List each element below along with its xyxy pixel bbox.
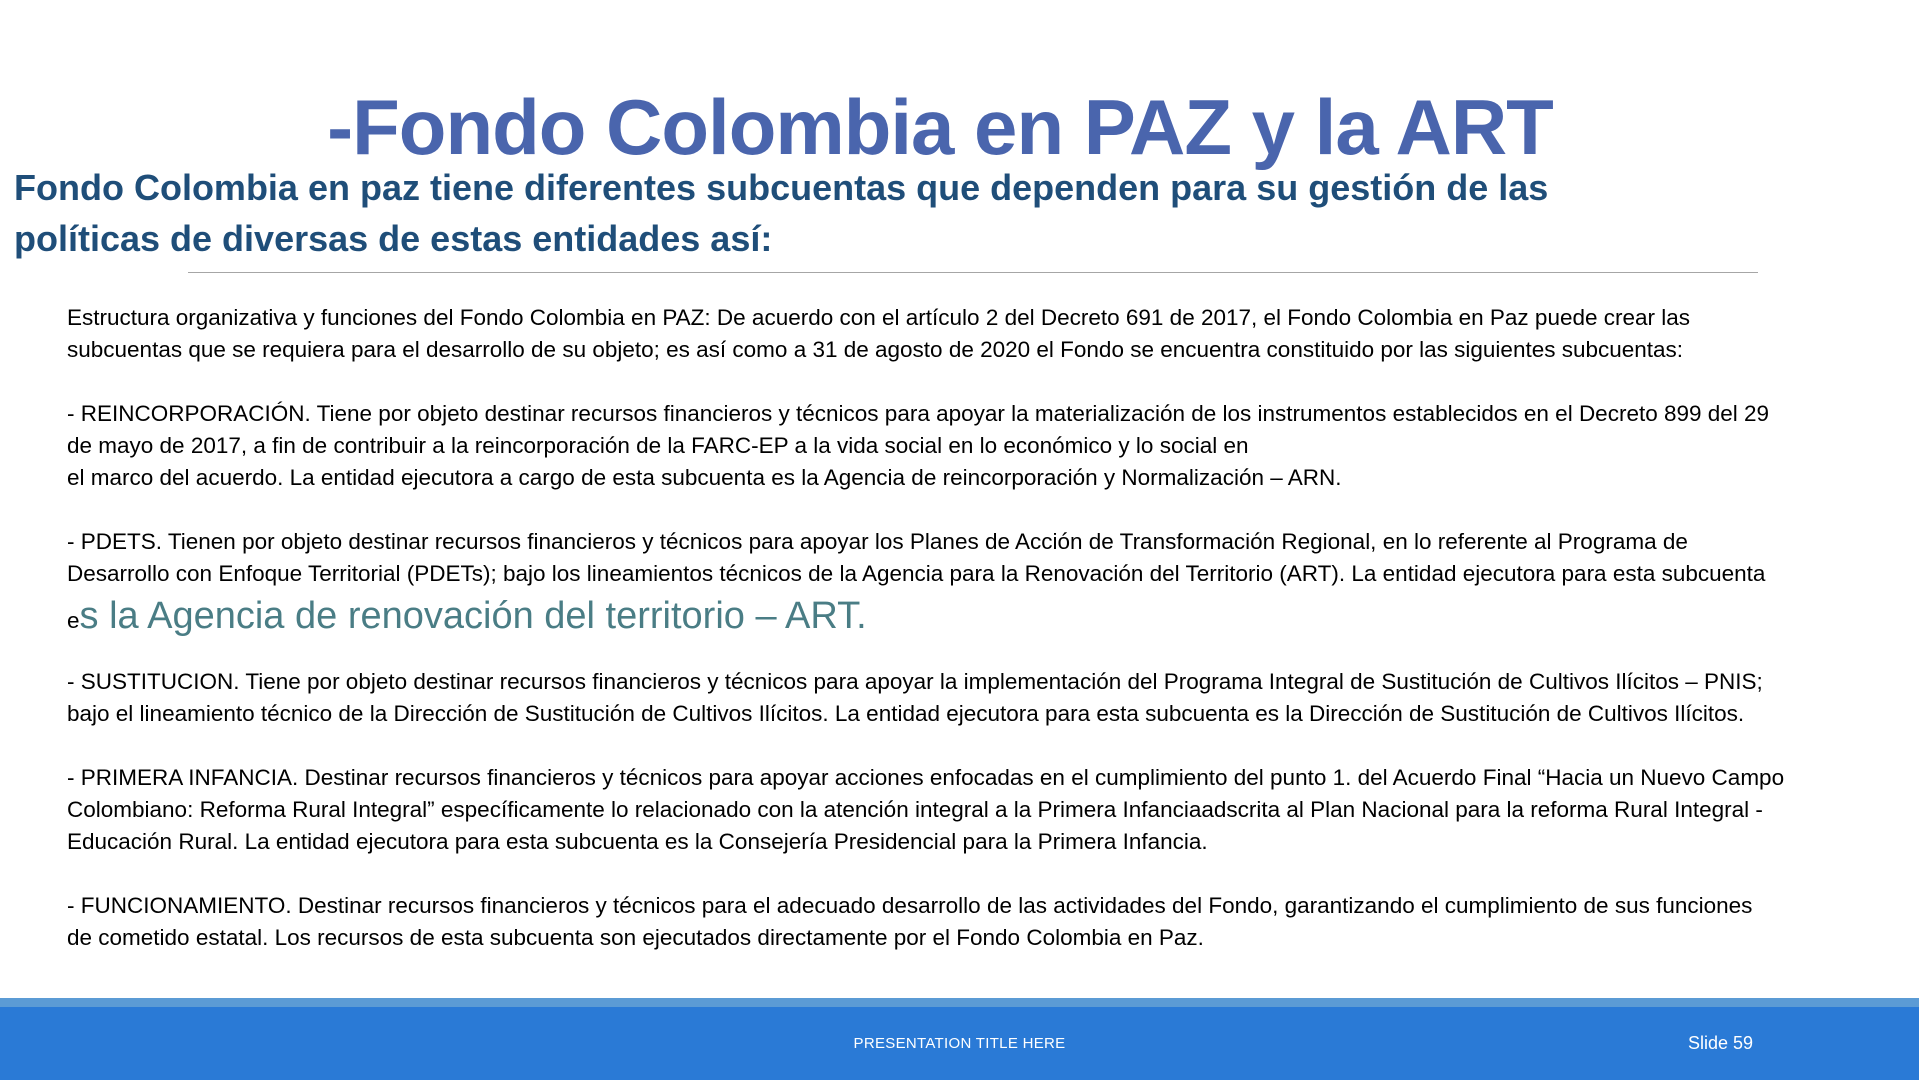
slide-title: -Fondo Colombia en PAZ y la ART	[327, 83, 1553, 171]
paragraph-primera-infancia	[67, 762, 1907, 858]
text-line	[67, 594, 1907, 638]
text-line: Desarrollo con Enfoque Territorial (PDETs); bajo los lineamientos técnicos de la Agencia para la Renovación del Territorio (ART). La entidad ejecutora para esta subcuenta	[67, 561, 1766, 586]
highlighted-text: s la Agencia de renovación del territorio – ART.	[79, 595, 867, 637]
paragraph-intro	[67, 302, 1907, 366]
text-line: Estructura organizativa y funciones del Fondo Colombia en PAZ: De acuerdo con el artículo 2 del Decreto 691 de 2017, el Fondo Colombia en Paz puede crear las	[67, 305, 1691, 330]
paragraph-pdets	[67, 526, 1907, 638]
text-line: Colombiano: Reforma Rural Integral” específicamente lo relacionado con la atención integral a la Primera Infanciaadscrita al Plan Nacional para la reforma Rural Integral -	[67, 797, 1763, 822]
subtitle-line: Fondo Colombia en paz tiene diferentes subcuentas que dependen para su gestión de las	[14, 167, 1549, 208]
footer-presentation-title: PRESENTATION TITLE HERE	[853, 1035, 1066, 1052]
text-line: - FUNCIONAMIENTO. Destinar recursos financieros y técnicos para el adecuado desarrollo de las actividades del Fondo, garantizando el cumplimiento de sus funciones	[67, 893, 1753, 918]
footer-accent-strip	[0, 998, 1919, 1007]
body-text	[67, 302, 1907, 986]
text-line: bajo el lineamiento técnico de la Dirección de Sustitución de Cultivos Ilícitos. La entidad ejecutora para esta subcuenta es la Dirección de Sustitución de Cultivos Ilícitos.	[67, 701, 1745, 726]
text-line: - PRIMERA INFANCIA. Destinar recursos financieros y técnicos para apoyar acciones enfocadas en el cumplimiento del punto 1. del Acuerdo Final “Hacia un Nuevo Campo	[67, 765, 1785, 790]
slide-number: Slide 59	[1688, 1033, 1754, 1053]
text-line: - SUSTITUCION. Tiene por objeto destinar recursos financieros y técnicos para apoyar la implementación del Programa Integral de Sustitución de Cultivos Ilícitos – PNIS;	[67, 669, 1763, 694]
slide-subtitle	[14, 162, 1614, 264]
text-line: de mayo de 2017, a fin de contribuir a la reincorporación de la FARC-EP a la vida social en lo económico y lo social en	[67, 433, 1249, 458]
paragraph-reincorporacion	[67, 398, 1907, 494]
text-line: - PDETS. Tienen por objeto destinar recursos financieros y técnicos para apoyar los Planes de Acción de Transformación Regional, en lo referente al Programa de	[67, 529, 1688, 554]
text-line: el marco del acuerdo. La entidad ejecutora a cargo de esta subcuenta es la Agencia de reincorporación y Normalización – ARN.	[67, 465, 1342, 490]
divider	[188, 272, 1758, 273]
text-line: Educación Rural. La entidad ejecutora para esta subcuenta es la Consejería Presidencial para la Primera Infancia.	[67, 829, 1208, 854]
text-line: de cometido estatal. Los recursos de esta subcuenta son ejecutados directamente por el Fondo Colombia en Paz.	[67, 925, 1204, 950]
text-line: subcuentas que se requiera para el desarrollo de su objeto; es así como a 31 de agosto de 2020 el Fondo se encuentra constituido por las siguientes subcuentas:	[67, 337, 1684, 362]
paragraph-sustitucion	[67, 666, 1907, 730]
subtitle-line: políticas de diversas de estas entidades así:	[14, 218, 773, 259]
text-fragment: e	[67, 608, 80, 633]
paragraph-funcionamiento	[67, 890, 1907, 954]
text-line: - REINCORPORACIÓN. Tiene por objeto destinar recursos financieros y técnicos para apoyar la materialización de los instrumentos establecidos en el Decreto 899 del 29	[67, 401, 1770, 426]
